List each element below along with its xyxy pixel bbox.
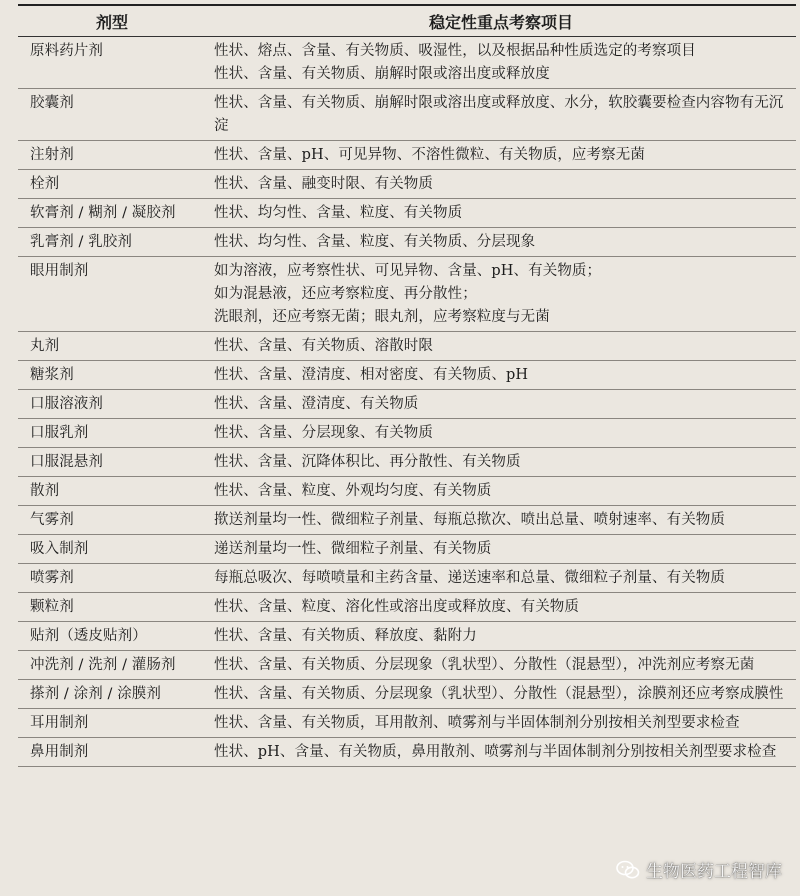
table-row — [18, 419, 796, 448]
key-items-cell — [206, 593, 796, 622]
table-row — [18, 506, 796, 535]
key-items-cell — [206, 448, 796, 477]
key-items-line: 如为溶液，应考察性状、可见异物、含量、pH、有关物质； — [214, 263, 602, 279]
key-items-line: 性状、含量、有关物质、释放度、黏附力 — [214, 628, 477, 644]
header-dosage-form: 剂型 — [18, 5, 206, 37]
key-items-line: 性状、含量、粒度、溶化性或溶出度或释放度、有关物质 — [214, 599, 579, 615]
key-items-line: 性状、含量、有关物质、分层现象（乳状型）、分散性（混悬型），涂膜剂还应考察成膜性 — [214, 686, 784, 702]
table-row — [18, 680, 796, 709]
key-items-line: 性状、含量、有关物质、崩解时限或溶出度或释放度 — [214, 66, 550, 82]
key-items-line: 每瓶总吸次、每喷喷量和主药含量、递送速率和总量、微细粒子剂量、有关物质 — [214, 570, 725, 586]
key-items-line: 性状、含量、有关物质、溶散时限 — [214, 338, 433, 354]
key-items-line: 揿送剂量均一性、微细粒子剂量、每瓶总揿次、喷出总量、喷射速率、有关物质 — [214, 512, 725, 528]
table-row — [18, 37, 796, 89]
dosage-form-cell: 耳用制剂 — [18, 709, 206, 738]
dosage-form-cell: 鼻用制剂 — [18, 738, 206, 767]
table-row — [18, 448, 796, 477]
table-row — [18, 332, 796, 361]
key-items-cell — [206, 709, 796, 738]
key-items-cell — [206, 651, 796, 680]
header-key-items: 稳定性重点考察项目 — [206, 5, 796, 37]
key-items-cell — [206, 564, 796, 593]
dosage-form-cell: 乳膏剂 / 乳胶剂 — [18, 228, 206, 257]
table-row — [18, 89, 796, 141]
dosage-form-cell: 贴剂（透皮贴剂） — [18, 622, 206, 651]
table-row — [18, 228, 796, 257]
dosage-form-cell: 气雾剂 — [18, 506, 206, 535]
key-items-line: 性状、含量、分层现象、有关物质 — [214, 425, 433, 441]
dosage-form-cell: 口服溶液剂 — [18, 390, 206, 419]
dosage-form-cell: 栓剂 — [18, 170, 206, 199]
key-items-line: 性状、含量、澄清度、有关物质 — [214, 396, 419, 412]
key-items-line: 性状、熔点、含量、有关物质、吸湿性，以及根据品种性质选定的考察项目 — [214, 43, 696, 59]
key-items-cell — [206, 199, 796, 228]
table-row — [18, 535, 796, 564]
key-items-line: 性状、含量、有关物质，耳用散剂、喷雾剂与半固体制剂分别按相关剂型要求检查 — [214, 715, 740, 731]
dosage-form-cell: 注射剂 — [18, 141, 206, 170]
key-items-line: 性状、含量、融变时限、有关物质 — [214, 176, 433, 192]
table-body — [18, 37, 796, 767]
key-items-line: 性状、含量、有关物质、崩解时限或溶出度或释放度、水分，软胶囊要检查内容物有无沉淀 — [214, 95, 784, 134]
key-items-line: 性状、含量、澄清度、相对密度、有关物质、pH — [214, 367, 529, 383]
key-items-cell — [206, 332, 796, 361]
key-items-line: 性状、含量、pH、可见异物、不溶性微粒、有关物质，应考察无菌 — [214, 147, 645, 163]
table-row — [18, 564, 796, 593]
dosage-form-cell: 冲洗剂 / 洗剂 / 灌肠剂 — [18, 651, 206, 680]
dosage-form-cell: 糖浆剂 — [18, 361, 206, 390]
table-header-row — [18, 5, 796, 37]
table-row — [18, 141, 796, 170]
dosage-form-cell: 颗粒剂 — [18, 593, 206, 622]
key-items-cell — [206, 89, 796, 141]
dosage-form-cell: 吸入制剂 — [18, 535, 206, 564]
dosage-form-cell: 喷雾剂 — [18, 564, 206, 593]
key-items-line: 性状、均匀性、含量、粒度、有关物质、分层现象 — [214, 234, 536, 250]
watermark — [616, 857, 782, 882]
key-items-cell — [206, 419, 796, 448]
table-row — [18, 390, 796, 419]
key-items-cell — [206, 228, 796, 257]
table-row — [18, 257, 796, 332]
dosage-form-cell: 散剂 — [18, 477, 206, 506]
key-items-cell — [206, 257, 796, 332]
stability-table — [18, 4, 796, 767]
table-row — [18, 622, 796, 651]
key-items-cell — [206, 477, 796, 506]
key-items-cell — [206, 390, 796, 419]
key-items-cell — [206, 361, 796, 390]
dosage-form-cell: 胶囊剂 — [18, 89, 206, 141]
key-items-line: 递送剂量均一性、微细粒子剂量、有关物质 — [214, 541, 492, 557]
table-row — [18, 593, 796, 622]
key-items-cell — [206, 535, 796, 564]
table-row — [18, 738, 796, 767]
table-row — [18, 709, 796, 738]
dosage-form-cell: 原料药片剂 — [18, 37, 206, 89]
key-items-cell — [206, 680, 796, 709]
table-row — [18, 651, 796, 680]
key-items-cell — [206, 170, 796, 199]
table-row — [18, 477, 796, 506]
key-items-cell — [206, 622, 796, 651]
key-items-line: 性状、pH、含量、有关物质，鼻用散剂、喷雾剂与半固体制剂分别按相关剂型要求检查 — [214, 744, 777, 760]
key-items-line: 洗眼剂，还应考察无菌；眼丸剂，应考察粒度与无菌 — [214, 309, 550, 325]
dosage-form-cell: 丸剂 — [18, 332, 206, 361]
key-items-cell — [206, 738, 796, 767]
key-items-cell — [206, 141, 796, 170]
dosage-form-cell: 眼用制剂 — [18, 257, 206, 332]
dosage-form-cell: 口服乳剂 — [18, 419, 206, 448]
key-items-line: 性状、含量、沉降体积比、再分散性、有关物质 — [214, 454, 521, 470]
table-row — [18, 361, 796, 390]
table-row — [18, 199, 796, 228]
key-items-line: 如为混悬液，还应考察粒度、再分散性； — [214, 286, 477, 302]
key-items-cell — [206, 37, 796, 89]
dosage-form-cell: 口服混悬剂 — [18, 448, 206, 477]
key-items-line: 性状、均匀性、含量、粒度、有关物质 — [214, 205, 463, 221]
watermark-text: 生物医药工程智库 — [646, 862, 782, 882]
dosage-form-cell: 软膏剂 / 糊剂 / 凝胶剂 — [18, 199, 206, 228]
key-items-line: 性状、含量、粒度、外观均匀度、有关物质 — [214, 483, 492, 499]
key-items-cell — [206, 506, 796, 535]
table-row — [18, 170, 796, 199]
dosage-form-cell: 搽剂 / 涂剂 / 涂膜剂 — [18, 680, 206, 709]
wechat-icon — [616, 860, 640, 880]
key-items-line: 性状、含量、有关物质、分层现象（乳状型）、分散性（混悬型），冲洗剂应考察无菌 — [214, 657, 755, 673]
